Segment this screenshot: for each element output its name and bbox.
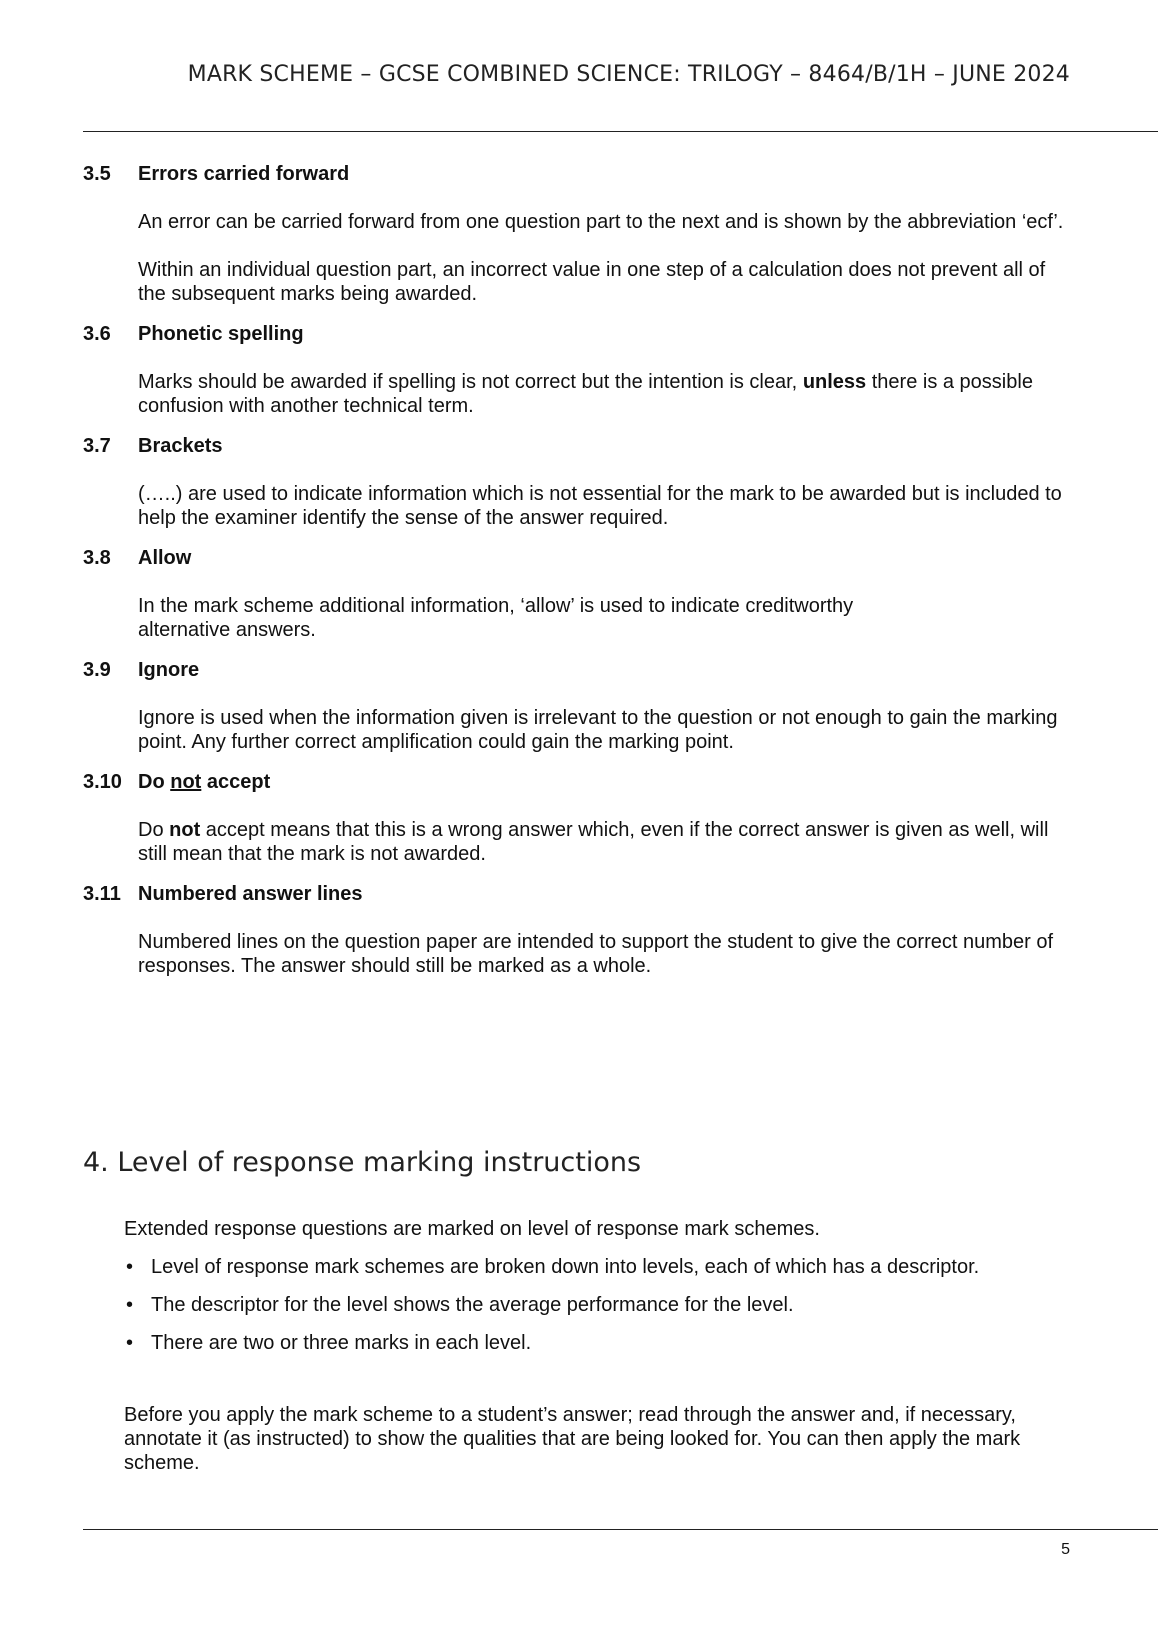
section-number: 3.8: [83, 547, 111, 569]
section-heading: [83, 162, 1073, 186]
list-item-text: Level of response mark schemes are broken down into levels, each of which has a descriptor.: [151, 1256, 980, 1278]
bullet-list: [124, 1255, 1064, 1355]
section-heading: [83, 658, 1073, 682]
section-paragraph: [138, 594, 1073, 642]
section-number: 3.10: [83, 771, 122, 793]
text-run: Do: [138, 771, 165, 793]
section-3-8: [83, 546, 1073, 642]
section-title: Ignore: [138, 659, 200, 681]
section-3-11: [83, 882, 1073, 978]
section-4-intro: Extended response questions are marked on level of response mark schemes.: [124, 1218, 820, 1240]
text-line: alternative answers.: [138, 619, 316, 641]
text-run: accept means that this is a wrong answer which, even if the correct answer is given as well, will still mean that the mark is not awarded.: [138, 819, 1049, 865]
list-item: [124, 1293, 1064, 1317]
section-paragraph: An error can be carried forward from one question part to the next and is shown by the abbreviation ‘ecf’.: [138, 211, 1064, 233]
section-3-5: [83, 162, 1073, 306]
section-paragraph: Within an individual question part, an incorrect value in one step of a calculation does not prevent all of the subsequent marks being awarded.: [138, 259, 1046, 305]
section-paragraph: [138, 370, 1073, 418]
underlined-not: not: [170, 771, 202, 793]
list-item: [124, 1331, 1064, 1355]
bullet-icon: •: [126, 1256, 134, 1278]
section-number: 3.11: [83, 883, 121, 905]
section-number: 3.9: [83, 659, 111, 681]
section-title: Allow: [138, 547, 192, 569]
section-paragraph: Ignore is used when the information given is irrelevant to the question or not enough to gain the marking point. Any further correct amplification could gain the marking point.: [138, 707, 1058, 753]
sections-list: [83, 162, 1073, 994]
section-3-9: [83, 658, 1073, 754]
section-paragraph: [138, 818, 1073, 866]
footer-divider: [83, 1529, 1158, 1530]
section-title: Brackets: [138, 435, 223, 457]
emphasis-unless: unless: [802, 371, 867, 393]
header-divider: [83, 131, 1158, 132]
list-item-text: The descriptor for the level shows the average performance for the level.: [151, 1294, 794, 1316]
section-number: 3.6: [83, 323, 111, 345]
text-line: In the mark scheme additional information, ‘allow’ is used to indicate creditworthy: [138, 595, 854, 617]
section-heading: [83, 322, 1073, 346]
section-4-paragraph: Before you apply the mark scheme to a student’s answer; read through the answer and, if necessary, annotate it (as instructed) to show the qualities that are being looked for. You can then apply the mark scheme.: [124, 1404, 1021, 1474]
text-run: accept: [206, 771, 271, 793]
bullet-icon: •: [126, 1294, 134, 1316]
list-item-text: There are two or three marks in each level.: [151, 1332, 532, 1354]
section-number: 3.7: [83, 435, 111, 457]
page-header-title: MARK SCHEME – GCSE COMBINED SCIENCE: TRILOGY – 8464/B/1H – JUNE 2024: [187, 62, 1070, 87]
section-heading: [83, 434, 1073, 458]
section-paragraph: (…..) are used to indicate information which is not essential for the mark to be awarded but is included to help the examiner identify the sense of the answer required.: [138, 483, 1062, 529]
text-run: Marks should be awarded if spelling is not correct but the intention is clear,: [138, 371, 798, 393]
section-heading: [83, 770, 1073, 794]
text-run: there is a possible confusion with another technical term.: [138, 371, 1033, 417]
section-title: [138, 770, 270, 794]
section-heading: [83, 546, 1073, 570]
section-4-title: 4. Level of response marking instructions: [83, 1147, 642, 1178]
text-run: Do: [138, 819, 164, 841]
list-item: [124, 1255, 1064, 1279]
bullet-icon: •: [126, 1332, 134, 1354]
section-4-body: [124, 1217, 1064, 1475]
emphasis-not: not: [169, 819, 201, 841]
section-paragraph: Numbered lines on the question paper are intended to support the student to give the correct number of responses. The answer should still be marked as a whole.: [138, 931, 1054, 977]
section-title: Phonetic spelling: [138, 323, 304, 345]
section-3-10: [83, 770, 1073, 866]
section-3-6: [83, 322, 1073, 418]
section-title: Errors carried forward: [138, 163, 350, 185]
section-number: 3.5: [83, 163, 111, 185]
page-number: 5: [1061, 1541, 1070, 1558]
section-title: Numbered answer lines: [138, 883, 363, 905]
section-heading: [83, 882, 1073, 906]
section-3-7: [83, 434, 1073, 530]
